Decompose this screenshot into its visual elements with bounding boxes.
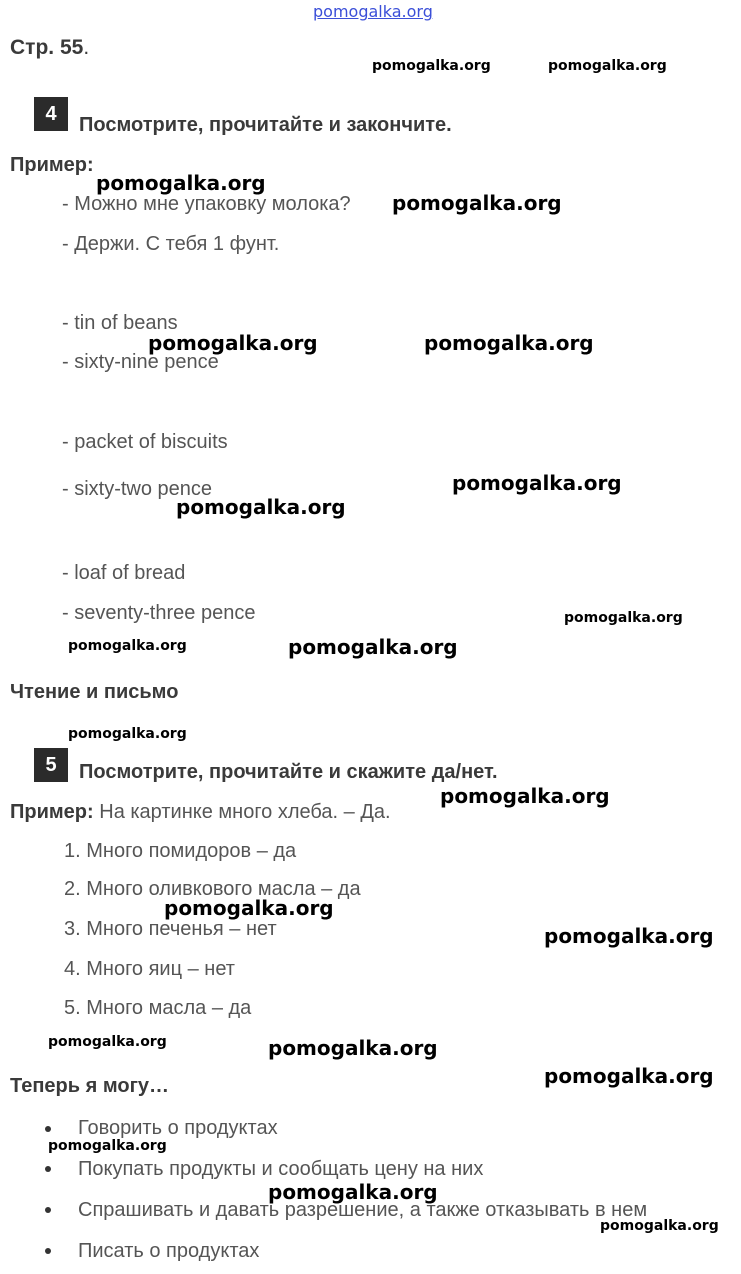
task-5-number-box: 5 bbox=[34, 748, 68, 782]
task-4-line: - Можно мне упаковку молока? bbox=[62, 193, 351, 215]
task-5-example bbox=[10, 801, 391, 824]
watermark: pomogalka.org bbox=[48, 1034, 167, 1050]
task-5-item: 1. Много помидоров – да bbox=[64, 840, 297, 862]
bullet-dot bbox=[45, 1207, 51, 1213]
task-5-item: 5. Много масла – да bbox=[64, 997, 252, 1019]
watermark: pomogalka.org bbox=[452, 471, 622, 495]
bullet-dot bbox=[45, 1166, 51, 1172]
watermark: pomogalka.org bbox=[268, 1180, 438, 1204]
task-4-line: - sixty-nine pence bbox=[62, 351, 219, 373]
task-5-title: Посмотрите, прочитайте и скажите да/нет. bbox=[79, 761, 498, 783]
watermark: pomogalka.org bbox=[96, 171, 266, 195]
task-4-line: - packet of biscuits bbox=[62, 431, 228, 453]
watermark: pomogalka.org bbox=[548, 58, 667, 74]
watermark-top: pomogalka.org bbox=[313, 2, 433, 21]
watermark: pomogalka.org bbox=[164, 896, 334, 920]
reading-writing-heading: Чтение и письмо bbox=[10, 681, 179, 703]
watermark: pomogalka.org bbox=[288, 635, 458, 659]
task-5-item: 2. Много оливкового масла – да bbox=[64, 878, 361, 900]
can-do-heading: Теперь я могу… bbox=[10, 1075, 170, 1097]
task-4-number-box: 4 bbox=[34, 97, 68, 131]
watermark: pomogalka.org bbox=[544, 1064, 714, 1088]
watermark: pomogalka.org bbox=[440, 784, 610, 808]
can-do-item: Спрашивать и давать разрешение, а также отказывать в нем bbox=[78, 1199, 648, 1221]
can-do-item: Говорить о продуктах bbox=[78, 1117, 278, 1139]
can-do-item: Писать о продуктах bbox=[78, 1240, 260, 1262]
task-5-item: 4. Много яиц – нет bbox=[64, 958, 235, 980]
watermark: pomogalka.org bbox=[392, 191, 562, 215]
task-4-line: - tin of beans bbox=[62, 312, 178, 334]
watermark: pomogalka.org bbox=[48, 1138, 167, 1154]
task-4-example-label: Пример: bbox=[10, 154, 94, 176]
task-5-example-label: Пример: bbox=[10, 801, 94, 823]
watermark: pomogalka.org bbox=[148, 331, 318, 355]
page-number-label: Стр. 55 bbox=[10, 36, 84, 59]
bullet-dot bbox=[45, 1248, 51, 1254]
page-number-dot: . bbox=[83, 36, 90, 59]
watermark: pomogalka.org bbox=[268, 1036, 438, 1060]
page-number bbox=[10, 36, 89, 60]
watermark: pomogalka.org bbox=[68, 726, 187, 742]
task-4-title: Посмотрите, прочитайте и закончите. bbox=[79, 114, 452, 136]
task-4-line: - sixty-two pence bbox=[62, 478, 213, 500]
watermark: pomogalka.org bbox=[544, 924, 714, 948]
can-do-item: Покупать продукты и сообщать цену на них bbox=[78, 1158, 484, 1180]
watermark: pomogalka.org bbox=[600, 1218, 719, 1234]
task-5-item: 3. Много печенья – нет bbox=[64, 918, 277, 940]
task-4-line: - seventy-three pence bbox=[62, 602, 256, 624]
watermark: pomogalka.org bbox=[176, 495, 346, 519]
task-4-line: - loaf of bread bbox=[62, 562, 186, 584]
watermark: pomogalka.org bbox=[424, 331, 594, 355]
task-5-example-text: На картинке много хлеба. – Да. bbox=[93, 801, 391, 823]
bullet-dot bbox=[45, 1126, 51, 1132]
watermark: pomogalka.org bbox=[564, 610, 683, 626]
watermark: pomogalka.org bbox=[372, 58, 491, 74]
task-4-line: - Держи. С тебя 1 фунт. bbox=[62, 233, 280, 255]
watermark: pomogalka.org bbox=[68, 638, 187, 654]
